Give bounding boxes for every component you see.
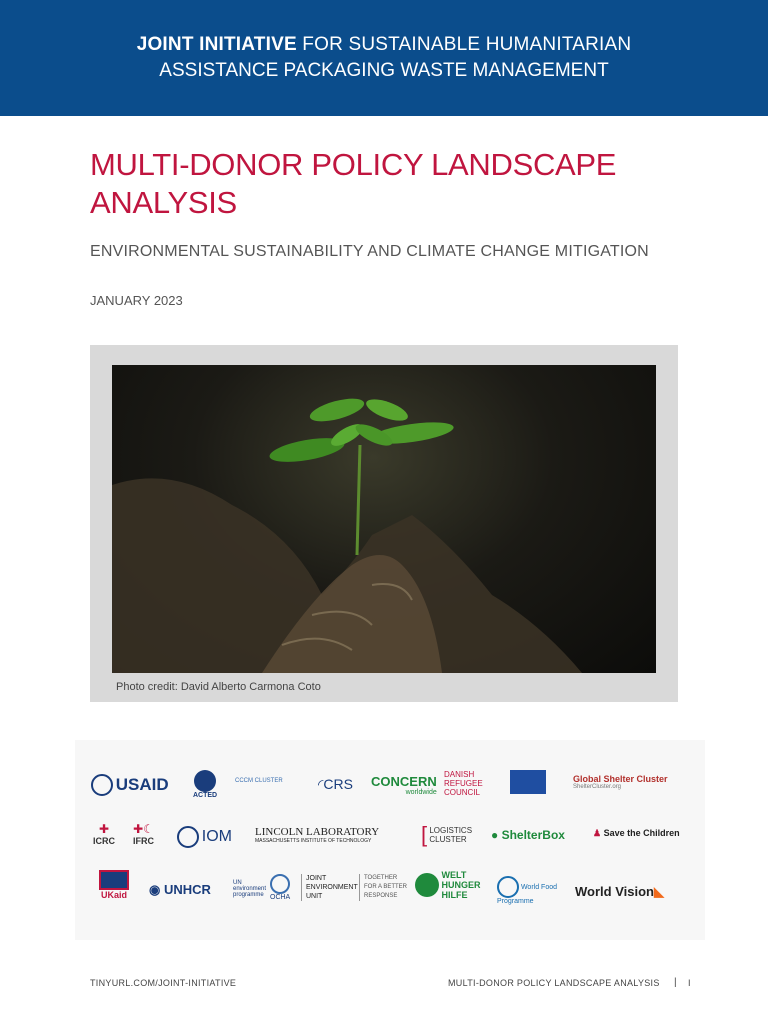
photo-credit: Photo credit: David Alberto Carmona Coto	[116, 681, 321, 693]
footer-separator: |	[674, 977, 677, 988]
acted-label: ACTED	[193, 792, 218, 799]
whh-line-3: HILFE	[441, 890, 468, 900]
tfb-line-3: RESPONSE	[364, 893, 398, 899]
ocha-label: OCHA	[270, 894, 291, 901]
header-line-1	[0, 34, 768, 56]
page-number: I	[688, 978, 691, 988]
partner-logos	[75, 740, 705, 940]
logistics-line-2: CLUSTER	[429, 835, 467, 844]
lincoln-sublabel: MASSACHUSETTS INSTITUTE OF TECHNOLOGY	[255, 838, 372, 844]
cover-photo-frame	[90, 345, 678, 702]
unhcr-logo	[149, 882, 211, 898]
logistics-line-1: LOGISTICS	[429, 826, 473, 835]
header-banner	[0, 0, 768, 116]
footer-url[interactable]: TINYURL.COM/JOINT-INITIATIVE	[90, 978, 237, 988]
unhcr-label: UNHCR	[163, 882, 211, 897]
page-title: MULTI-DONOR POLICY LANDSCAPE ANALYSIS	[90, 147, 617, 220]
jeu-line-1: JOINT	[306, 875, 327, 882]
cccm-logo: CCCM CLUSTER	[235, 778, 283, 784]
tfb-line-1: TOGETHER	[364, 875, 398, 881]
gsc-sublabel: ShelterCluster.org	[573, 784, 622, 790]
jeu-line-2: ENVIRONMENT	[306, 884, 358, 891]
publication-date: JANUARY 2023	[90, 293, 183, 308]
logistics-cluster-logo	[421, 822, 472, 848]
uk-flag-icon	[99, 870, 129, 890]
world-vision-label: World Vision	[575, 884, 654, 899]
usaid-logo	[91, 774, 169, 796]
ukaid-logo	[99, 870, 129, 900]
un-globe-icon	[177, 826, 199, 848]
stc-label: Save the Children	[603, 828, 680, 838]
stc-figure-icon: ♟	[593, 828, 602, 838]
ifrc-cross-crescent-icon: ✚☾	[133, 822, 154, 836]
world-vision-logo	[575, 884, 664, 900]
logistics-bracket-icon: [	[421, 822, 428, 847]
ifrc-label: IFRC	[133, 836, 154, 846]
crs-arc-icon: ◜	[318, 776, 324, 792]
jeu-logo	[301, 874, 358, 901]
usaid-label: USAID	[115, 775, 169, 794]
world-vision-star-icon: ◣	[653, 884, 664, 899]
shelterbox-circle-icon: ●	[491, 828, 499, 842]
gsc-label: Global Shelter Cluster	[573, 774, 668, 784]
concern-logo	[371, 774, 437, 796]
whh-line-1: WELT	[441, 870, 467, 880]
header-line-2: ASSISTANCE PACKAGING WASTE MANAGEMENT	[159, 60, 609, 81]
ocha-globe-icon	[270, 874, 290, 894]
ifrc-logo	[133, 822, 154, 846]
icrc-cross-icon: ✚	[98, 822, 110, 836]
jeu-line-3: UNIT	[306, 893, 323, 900]
eu-logo	[510, 770, 546, 794]
whh-leaf-icon	[415, 873, 439, 897]
eu-flag-icon	[510, 770, 546, 794]
iom-label: IOM	[201, 828, 232, 845]
unep-logo: UN environment programme	[233, 880, 267, 898]
wfp-logo	[497, 876, 557, 905]
drc-line-3: COUNCIL	[444, 788, 481, 797]
acted-globe-icon	[194, 770, 216, 792]
header-bold: JOINT INITIATIVE	[136, 34, 297, 55]
crs-logo	[318, 776, 353, 793]
whh-line-2: HUNGER	[441, 880, 481, 890]
footer-title: MULTI-DONOR POLICY LANDSCAPE ANALYSIS	[448, 978, 660, 988]
ukaid-label: UKaid	[100, 890, 127, 900]
cover-photo	[112, 365, 656, 673]
wfp-label: World Food Programme	[497, 883, 558, 905]
wfp-wreath-icon	[497, 876, 519, 898]
page-subtitle: ENVIRONMENTAL SUSTAINABILITY AND CLIMATE CHANGE MITIGATION	[90, 243, 649, 260]
concern-label: CONCERN	[371, 774, 437, 789]
crs-label: CRS	[323, 776, 353, 792]
acted-logo	[193, 770, 217, 799]
iom-logo	[177, 826, 232, 848]
global-shelter-cluster-logo	[573, 774, 668, 790]
header-line-1-rest: FOR SUSTAINABLE HUMANITARIAN	[296, 34, 632, 55]
seedling-illustration	[112, 365, 656, 673]
icrc-logo	[93, 822, 115, 846]
shelterbox-label: ShelterBox	[501, 828, 565, 842]
together-logo	[359, 874, 407, 901]
tfb-line-2: FOR A BETTER	[364, 884, 408, 890]
unhcr-hands-icon: ◉	[149, 882, 161, 897]
concern-sublabel: worldwide	[405, 789, 437, 796]
drc-logo	[444, 770, 483, 797]
welthungerhilfe-logo	[415, 870, 481, 900]
save-the-children-logo	[593, 828, 680, 839]
drc-line-2: REFUGEE	[444, 779, 483, 788]
shelterbox-logo	[491, 828, 565, 842]
icrc-label: ICRC	[93, 836, 115, 846]
usaid-seal-icon	[91, 774, 113, 796]
lincoln-label: LINCOLN LABORATORY	[255, 826, 380, 838]
lincoln-lab-logo	[255, 826, 379, 844]
drc-line-1: DANISH	[444, 770, 475, 779]
ocha-logo	[270, 874, 290, 901]
